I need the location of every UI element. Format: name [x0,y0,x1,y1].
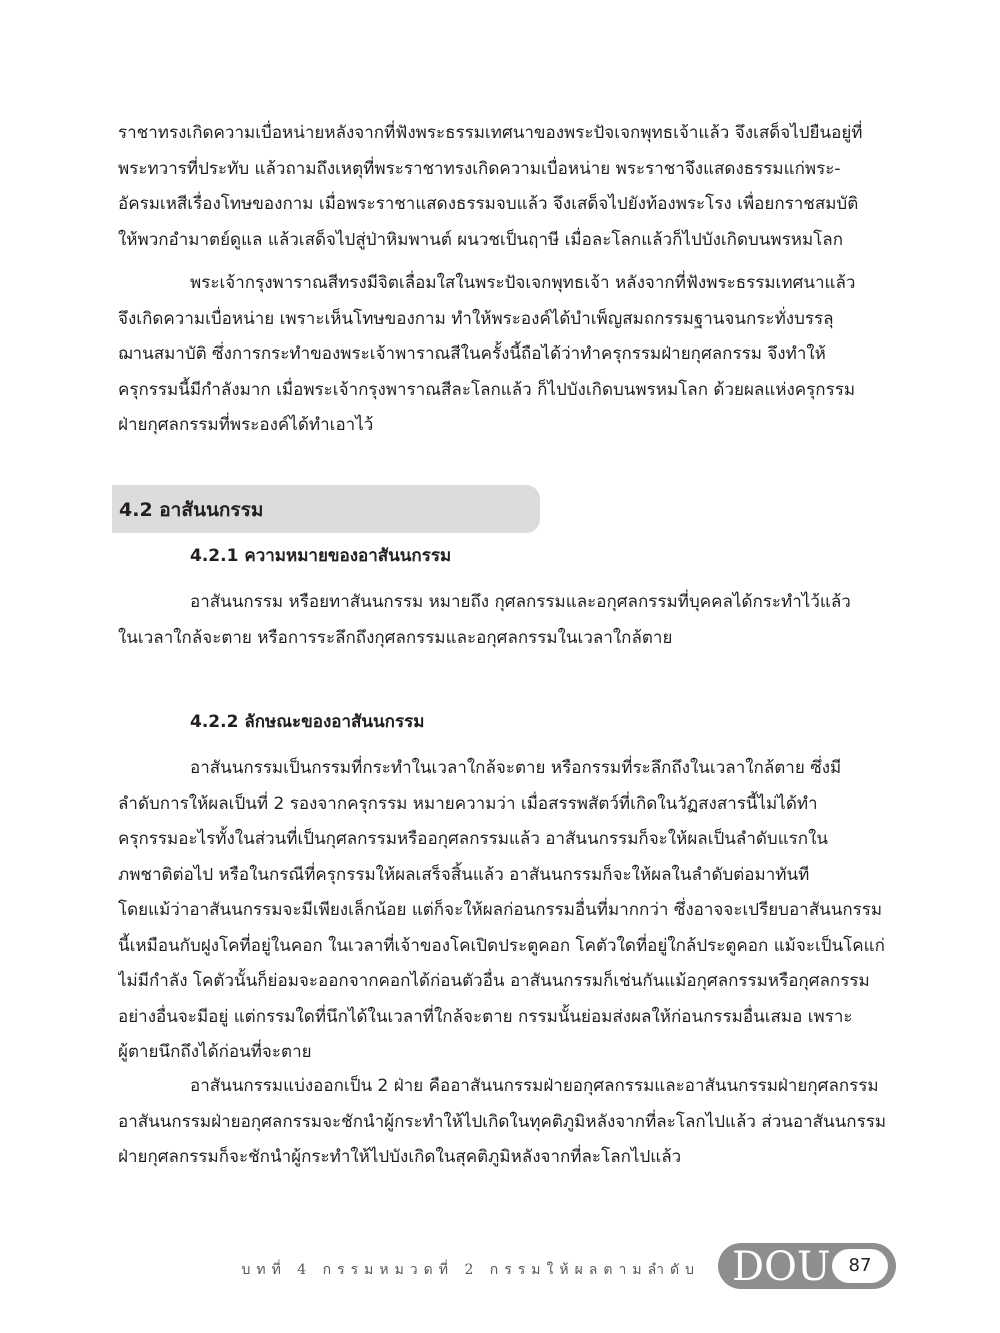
text-line: นี้เหมือนกับฝูงโคที่อยู่ในคอก ในเวลาที่เจ้าของโคเปิดประตูคอก โคตัวใดที่อยู่ใกล้ประตูคอก แม้จะเป็นโคแก่ [118,935,885,956]
dou-logo: DOU [732,1244,831,1290]
text-line: ครุกรรมอะไรทั้งในส่วนที่เป็นกุศลกรรมหรืออกุศลกรรมแล้ว อาสันนกรรมก็จะให้ผลเป็นลำดับแรกใน [118,829,829,849]
paragraph-5 [118,1069,896,1176]
text-line: ราชาทรงเกิดความเบื่อหน่ายหลังจากที่ฟังพระธรรมเทศนาของพระปัจเจกพุทธเจ้าแล้ว จึงเสด็จไปยืนอยู่ที่ [118,123,863,143]
paragraph-1 [118,116,896,258]
paragraph-3 [118,585,896,656]
subsection-heading-characteristics: 4.2.2 ลักษณะของอาสันนกรรม [190,712,425,732]
text-line: ไม่มีกำลัง โคตัวนั้นก็ย่อมจะออกจากคอกได้ก่อนตัวอื่น อาสันนกรรมก็เช่นกันแม้อกุศลกรรมหรือกุศลกรรม [118,971,870,991]
text-line: อาสันนกรรมแบ่งออกเป็น 2 ฝ่าย คืออาสันนกรรมฝ่ายอกุศลกรรมและอาสันนกรรมฝ่ายกุศลกรรม [190,1076,879,1096]
text-line: ฝ่ายกุศลกรรมก็จะชักนำผู้กระทำให้ไปบังเกิดในสุคติภูมิหลังจากที่ละโลกไปแล้ว [118,1147,682,1167]
paragraph-2 [118,266,896,444]
text-line: อาสันนกรรม หรือยทาสันนกรรม หมายถึง กุศลกรรมและอกุศลกรรมที่บุคคลได้กระทำไว้แล้ว [190,592,851,612]
text-line: ภพชาติต่อไป หรือในกรณีที่ครุกรรมให้ผลเสร็จสิ้นแล้ว อาสันนกรรมก็จะให้ผลในลำดับต่อมาทันที [118,864,810,885]
text-line: พระเจ้ากรุงพาราณสีทรงมีจิตเลื่อมใสในพระปัจเจกพุทธเจ้า หลังจากที่ฟังพระธรรมเทศนาแล้ว [190,273,856,293]
text-line: ให้พวกอำมาตย์ดูแล แล้วเสด็จไปสู่ป่าหิมพานต์ ผนวชเป็นฤาษี เมื่อละโลกแล้วก็ไปบังเกิดบนพรหมโลก [118,229,844,250]
text-line: ในเวลาใกล้จะตาย หรือการระลึกถึงกุศลกรรมและอกุศลกรรมในเวลาใกล้ตาย [118,627,673,648]
text-line: ฌานสมาบัติ ซึ่งการกระทำของพระเจ้าพาราณสีในครั้งนี้ถือได้ว่าทำครุกรรมฝ่ายกุศลกรรม จึงทำให้ [118,344,826,364]
text-line: ฝ่ายกุศลกรรมที่พระองค์ได้ทำเอาไว้ [118,415,374,435]
section-heading: 4.2 อาสันนกรรม [119,499,264,521]
text-line: พระทวารที่ประทับ แล้วถามถึงเหตุที่พระราชาทรงเกิดความเบื่อหน่าย พระราชาจึงแสดงธรรมแก่พระ- [118,158,841,179]
subsection-heading-meaning: 4.2.1 ความหมายของอาสันนกรรม [190,546,452,566]
text-line: อย่างอื่นจะมีอยู่ แต่กรรมใดที่นึกได้ในเวลาที่ใกล้จะตาย กรรมนั้นย่อมส่งผลให้ก่อนกรรมอื่นเสมอ เพราะ [118,1006,853,1027]
text-line: อาสันนกรรมฝ่ายอกุศลกรรมจะชักนำผู้กระทำให้ไปเกิดในทุคติภูมิหลังจากที่ละโลกไปแล้ว ส่วนอาสันนกรรม [118,1111,887,1132]
text-line: ครุกรรมนี้มีกำลังมาก เมื่อพระเจ้ากรุงพาราณสีละโลกแล้ว ก็ไปบังเกิดบนพรหมโลก ด้วยผลแห่งครุกรรม [118,379,856,400]
text-line: อาสันนกรรมเป็นกรรมที่กระทำในเวลาใกล้จะตาย หรือกรรมที่ระลึกถึงในเวลาใกล้ตาย ซึ่งมี [190,758,842,778]
text-line: โดยแม้ว่าอาสันนกรรมจะมีเพียงเล็กน้อย แต่ก็จะให้ผลก่อนกรรมอื่นที่มากกว่า ซึ่งอาจจะเปรียบอาสันนกรรม [118,900,883,920]
paragraph-4 [118,751,896,1071]
text-line: ผู้ตายนึกถึงได้ก่อนที่จะตาย [118,1042,312,1062]
page-number: 87 [832,1249,888,1283]
text-line: ลำดับการให้ผลเป็นที่ 2 รองจากครุกรรม หมายความว่า เมื่อสรรพสัตว์ที่เกิดในวัฏสงสารนี้ไม่ได้ทำ [118,793,818,814]
text-line: อัครมเหสีเรื่องโทษของกาม เมื่อพระราชาแสดงธรรมจบแล้ว จึงเสด็จไปยังท้องพระโรง เพื่อยกราชสมบัติ [118,194,859,214]
footer-chapter-title: บทที่ 4 กรรมหมวดที่ 2 กรรมให้ผลตามลำดับ [241,1262,700,1278]
text-line: จึงเกิดความเบื่อหน่าย เพราะเห็นโทษของกาม ทำให้พระองค์ได้บำเพ็ญสมถกรรมฐานจนกระทั่งบรรลุ [118,308,834,329]
